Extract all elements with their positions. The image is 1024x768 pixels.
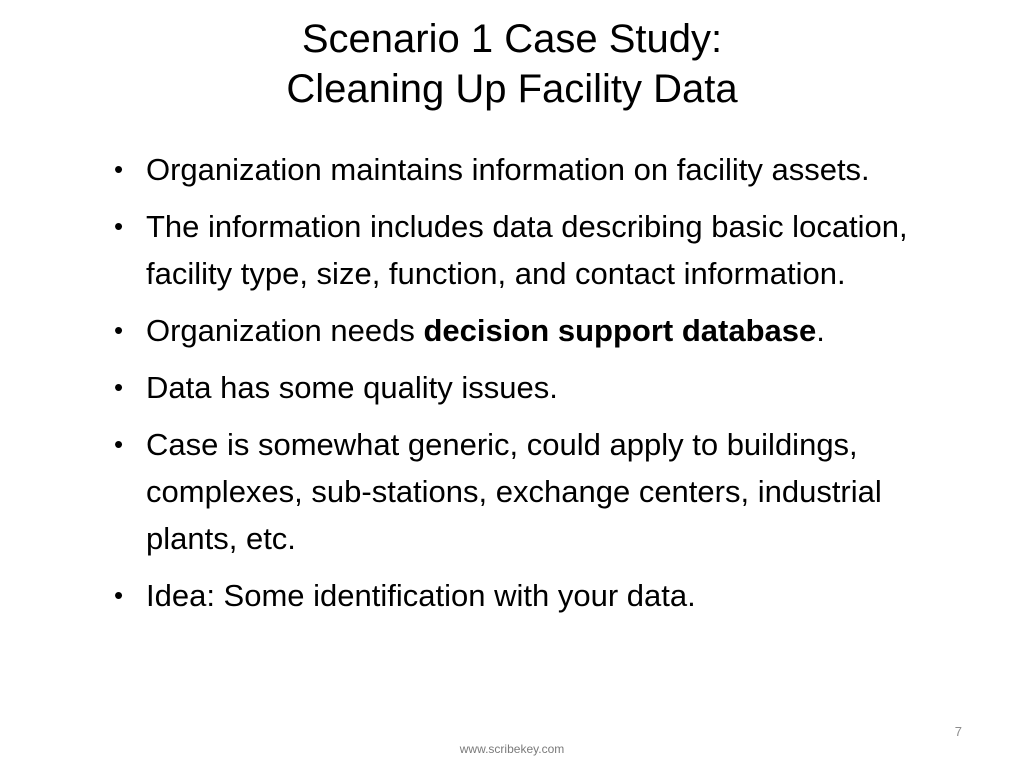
bullet-text: The information includes data describing basic location, facility type, size, function, and contact information. xyxy=(146,209,908,291)
bullet-item xyxy=(112,307,942,354)
bullet-text xyxy=(146,313,825,348)
bullet-item xyxy=(112,421,942,562)
bullet-item xyxy=(112,146,942,193)
title-line-1: Scenario 1 Case Study: xyxy=(301,17,723,61)
bullet-text-suffix: . xyxy=(816,313,825,348)
bullet-dot-icon: • xyxy=(114,154,124,184)
bullet-list xyxy=(112,146,942,629)
bullet-dot-icon: • xyxy=(114,211,124,241)
bullet-item xyxy=(112,572,942,619)
bullet-dot-icon: • xyxy=(114,372,124,402)
bullet-dot-icon: • xyxy=(114,315,124,345)
footer-url: www.scribekey.com xyxy=(459,742,565,756)
title-line-2: Cleaning Up Facility Data xyxy=(286,67,738,111)
bullet-text: Idea: Some identification with your data. xyxy=(146,578,696,613)
bullet-text: Case is somewhat generic, could apply to buildings, complexes, sub-stations, exchange centers, industrial plants, etc. xyxy=(146,427,882,556)
bullet-dot-icon: • xyxy=(114,429,124,459)
slide-title xyxy=(112,14,912,114)
page-number: 7 xyxy=(954,724,962,739)
bullet-text: Organization maintains information on facility assets. xyxy=(146,152,870,187)
bullet-item xyxy=(112,364,942,411)
bullet-text-prefix: Organization needs xyxy=(146,313,424,348)
bullet-dot-icon: • xyxy=(114,580,124,610)
bullet-text-bold: decision support database xyxy=(423,313,817,348)
bullet-item xyxy=(112,203,942,297)
bullet-text: Data has some quality issues. xyxy=(146,370,558,405)
